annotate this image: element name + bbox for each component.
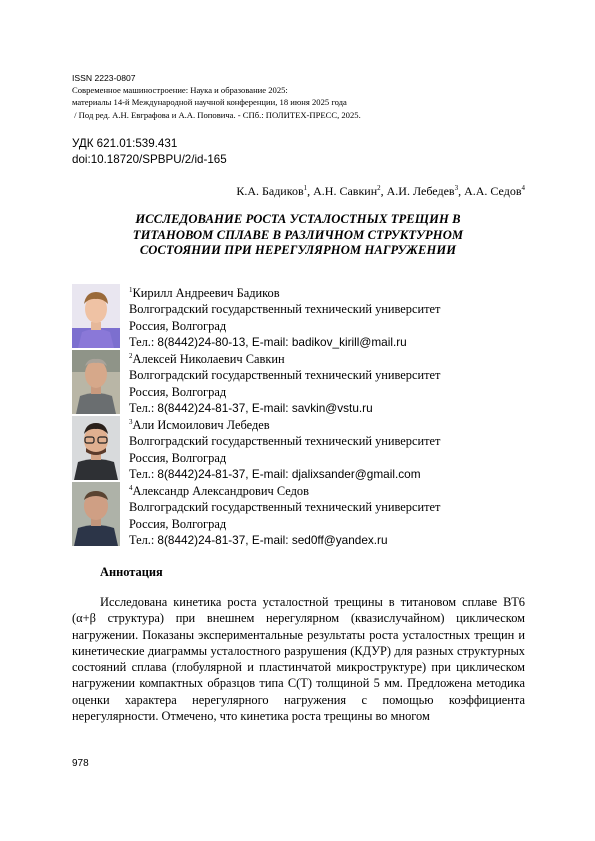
author-card-1 bbox=[72, 284, 542, 350]
page-number: 978 bbox=[72, 758, 89, 769]
author-2-sup: 2 bbox=[377, 184, 381, 192]
header-line-1: Современное машиностроение: Наука и образование 2025: bbox=[72, 85, 288, 96]
tel-label: Тел.: bbox=[129, 532, 158, 547]
author-3-sup: 3 bbox=[454, 184, 459, 192]
author-name: Алексей Николаевич Савкин bbox=[132, 352, 285, 367]
author-name: Али Исмоилович Лебедев bbox=[132, 418, 270, 433]
author-location: Россия, Волгоград bbox=[129, 450, 227, 465]
tel-label: Тел.: bbox=[129, 466, 158, 481]
author-1: К.А. Бадиков bbox=[236, 184, 304, 198]
author-contact: 8(8442)24-80-13, E-mail: badikov_kirill@mail.ru bbox=[157, 334, 407, 349]
author-info bbox=[129, 282, 440, 350]
paper-title bbox=[90, 212, 506, 259]
author-name: Александр Александрович Седов bbox=[132, 484, 309, 499]
tel-label: Тел.: bbox=[129, 334, 158, 349]
tel-label: Тел.: bbox=[129, 400, 158, 415]
title-line-1: ИССЛЕДОВАНИЕ РОСТА УСТАЛОСТНЫХ ТРЕЩИН В bbox=[135, 212, 461, 226]
author-name: Кирилл Андреевич Бадиков bbox=[132, 286, 280, 301]
author-org: Волгоградский государственный технический университет bbox=[129, 368, 441, 383]
title-line-2: ТИТАНОВОМ СПЛАВЕ В РАЗЛИЧНОМ СТРУКТУРНОМ bbox=[132, 227, 464, 242]
header-line-2: материалы 14-й Международной научной конференции, 18 июня 2025 года bbox=[72, 97, 347, 108]
authors-line bbox=[236, 184, 525, 199]
author-org: Волгоградский государственный технический университет bbox=[129, 500, 441, 515]
author-org: Волгоградский государственный технический университет bbox=[129, 434, 441, 449]
author-card-2 bbox=[72, 350, 542, 416]
author-3: , А.И. Лебедев bbox=[380, 184, 455, 198]
annotation-heading: Аннотация bbox=[100, 565, 163, 579]
author-org: Волгоградский государственный технический университет bbox=[129, 302, 441, 317]
author-location: Россия, Волгоград bbox=[129, 384, 227, 399]
udk-block bbox=[72, 136, 227, 168]
conference-header bbox=[72, 72, 532, 121]
author-contact: 8(8442)24-81-37, E-mail: sed0ff@yandex.ru bbox=[157, 532, 388, 547]
author-4: , А.А. Седов bbox=[458, 184, 522, 198]
author-photo bbox=[72, 284, 120, 348]
author-contact: 8(8442)24-81-37, E-mail: djalixsander@gmail.com bbox=[157, 466, 421, 481]
author-location: Россия, Волгоград bbox=[129, 516, 227, 531]
author-num: 1 bbox=[129, 286, 133, 294]
author-2: , А.Н. Савкин bbox=[307, 184, 378, 198]
title-line-3: СОСТОЯНИИ ПРИ НЕРЕГУЛЯРНОМ НАГРУЖЕНИИ bbox=[139, 243, 457, 258]
issn: ISSN 2223-0807 bbox=[72, 73, 136, 83]
author-photo bbox=[72, 350, 120, 414]
author-photo bbox=[72, 482, 120, 546]
author-photo bbox=[72, 416, 120, 480]
abstract-text bbox=[72, 594, 525, 724]
author-card-3 bbox=[72, 416, 542, 482]
author-info bbox=[129, 480, 440, 548]
author-num: 4 bbox=[129, 484, 133, 492]
author-1-sup: 1 bbox=[303, 184, 308, 192]
header-line-3: / Под ред. А.Н. Евграфова и А.А. Поповича. - СПб.: ПОЛИТЕХ-ПРЕСС, 2025. bbox=[72, 109, 361, 120]
udk: УДК 621.01:539.431 bbox=[72, 137, 178, 150]
author-location: Россия, Волгоград bbox=[129, 318, 227, 333]
doi: doi:10.18720/SPBPU/2/id-165 bbox=[72, 153, 227, 166]
author-info bbox=[129, 414, 440, 482]
author-info bbox=[129, 348, 440, 416]
author-contact: 8(8442)24-81-37, E-mail: savkin@vstu.ru bbox=[157, 400, 373, 415]
author-card-4 bbox=[72, 482, 542, 548]
author-num: 3 bbox=[129, 418, 133, 426]
author-num: 2 bbox=[129, 352, 133, 360]
abstract-paragraph: Исследована кинетика роста усталостной трещины в титановом сплаве ВТ6 (α+β структура) при внешнем нерегулярном (квазислучайном) циклическом нагружении. Показаны экспериментальные результаты роста усталостных трещин и кинетические диаграммы усталостного разрушения (КДУР) для разных структурных состояний сплава (глобулярной и пластинчатой микроструктуре) при циклическом нагружении компактных образцов типа С(Т) толщиной 5 мм. Предложена методика оценки характера нерегулярного нагружения с помощью коэффициента нерегулярности. Отмечено, что кинетика роста трещины во многом bbox=[72, 595, 525, 724]
author-4-sup: 4 bbox=[521, 184, 525, 192]
